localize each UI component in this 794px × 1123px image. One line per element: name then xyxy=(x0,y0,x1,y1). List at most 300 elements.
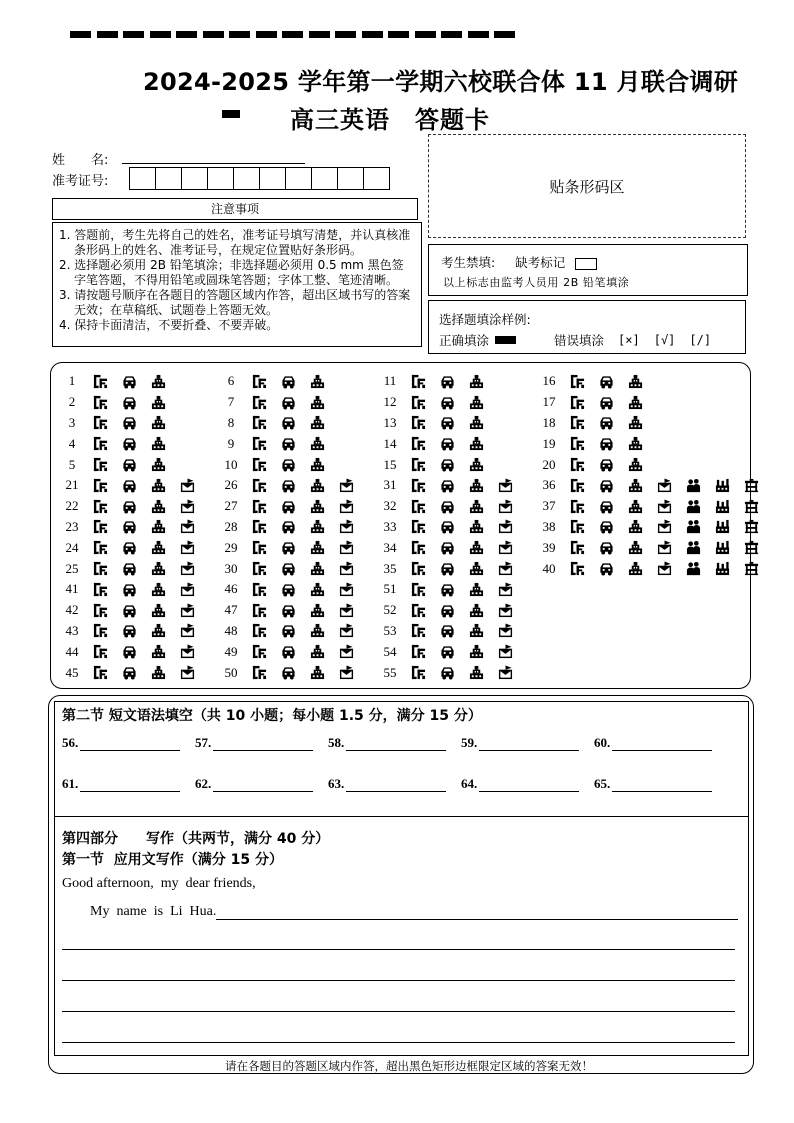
option-d-icon xyxy=(180,499,195,514)
option-b-icon xyxy=(122,436,137,451)
option-group xyxy=(252,436,325,451)
option-c-icon xyxy=(469,582,484,597)
question-number: 51 xyxy=(383,581,397,597)
option-b-icon xyxy=(440,436,455,451)
timing-marks xyxy=(70,31,515,38)
question-number: 9 xyxy=(227,435,235,451)
option-c-icon xyxy=(310,623,325,638)
option-b-icon xyxy=(440,374,455,389)
option-a-icon xyxy=(93,644,108,659)
question-number: 15 xyxy=(383,456,397,472)
option-d-icon xyxy=(339,665,354,680)
option-d-icon xyxy=(180,540,195,555)
blank-number: 63. xyxy=(328,776,345,791)
question-row xyxy=(60,641,219,662)
positioning-mark xyxy=(222,110,240,118)
option-b-icon xyxy=(599,499,614,514)
option-a-icon xyxy=(252,415,267,430)
question-number: 4 xyxy=(68,435,76,451)
option-d-icon xyxy=(180,582,195,597)
option-a-icon xyxy=(411,603,426,618)
blank-60 xyxy=(594,735,727,776)
timing-mark xyxy=(494,31,515,38)
option-a-icon xyxy=(93,415,108,430)
correct-fill-label: 正确填涂 xyxy=(439,333,490,348)
timing-mark xyxy=(335,31,356,38)
option-b-icon xyxy=(281,540,296,555)
option-c-icon xyxy=(151,582,166,597)
option-a-icon xyxy=(570,374,585,389)
option-b-icon xyxy=(122,478,137,493)
wrong-mark-check: [√] xyxy=(653,333,676,347)
question-number: 44 xyxy=(65,643,79,659)
question-number: 40 xyxy=(542,560,556,576)
question-number: 24 xyxy=(65,539,79,555)
question-row xyxy=(219,475,378,496)
question-number: 19 xyxy=(542,435,556,451)
question-block xyxy=(537,475,696,579)
option-c-icon xyxy=(628,415,643,430)
option-d-icon xyxy=(498,644,513,659)
blank-answer-line xyxy=(346,776,446,792)
timing-mark xyxy=(388,31,409,38)
blank-number: 57. xyxy=(195,735,212,750)
exam-id-digit-box xyxy=(181,167,208,190)
option-b-icon xyxy=(281,665,296,680)
option-f-icon xyxy=(715,561,730,576)
question-number: 32 xyxy=(383,498,397,514)
option-group xyxy=(93,644,195,659)
blank-number: 64. xyxy=(461,776,478,791)
question-number: 13 xyxy=(383,414,397,430)
question-number: 47 xyxy=(224,602,238,618)
wrong-fill-label: 错误填涂 xyxy=(554,333,605,348)
option-b-icon xyxy=(440,623,455,638)
option-c-icon xyxy=(151,415,166,430)
question-row xyxy=(60,558,219,579)
question-row xyxy=(378,433,537,454)
option-group xyxy=(93,582,195,597)
option-g-icon xyxy=(744,478,759,493)
option-b-icon xyxy=(440,540,455,555)
question-number: 37 xyxy=(542,498,556,514)
option-group xyxy=(411,623,513,638)
option-a-icon xyxy=(93,436,108,451)
question-row xyxy=(60,433,219,454)
option-g-icon xyxy=(744,540,759,555)
sheet-subtitle: 高三英语 答题卡 xyxy=(290,106,490,134)
question-row xyxy=(378,579,537,600)
question-row xyxy=(378,558,537,579)
option-group xyxy=(252,665,354,680)
choice-grid xyxy=(60,371,696,683)
question-row xyxy=(219,413,378,434)
question-number: 12 xyxy=(383,394,397,410)
question-row xyxy=(378,600,537,621)
option-d-icon xyxy=(498,623,513,638)
question-number: 54 xyxy=(383,643,397,659)
writing-section-title: 第一节 应用文写作（满分 15 分） xyxy=(62,852,283,868)
timing-mark xyxy=(70,31,91,38)
option-c-icon xyxy=(151,395,166,410)
option-b-icon xyxy=(599,457,614,472)
option-group xyxy=(252,415,325,430)
option-b-icon xyxy=(281,436,296,451)
option-d-icon xyxy=(657,540,672,555)
question-row xyxy=(219,517,378,538)
option-b-icon xyxy=(122,499,137,514)
question-row xyxy=(378,371,537,392)
question-block xyxy=(219,371,378,475)
timing-mark xyxy=(256,31,277,38)
option-d-icon xyxy=(339,582,354,597)
option-a-icon xyxy=(411,519,426,534)
option-b-icon xyxy=(122,540,137,555)
question-row xyxy=(378,641,537,662)
writing-line xyxy=(62,950,735,981)
option-group xyxy=(252,478,354,493)
option-b-icon xyxy=(122,374,137,389)
option-c-icon xyxy=(151,499,166,514)
option-b-icon xyxy=(122,603,137,618)
barcode-area xyxy=(428,134,746,238)
question-row xyxy=(60,579,219,600)
question-number: 10 xyxy=(224,456,238,472)
question-row xyxy=(378,413,537,434)
question-number: 30 xyxy=(224,560,238,576)
option-group xyxy=(93,603,195,618)
option-c-icon xyxy=(151,561,166,576)
grammar-fill-blanks xyxy=(62,735,727,817)
option-b-icon xyxy=(281,644,296,659)
timing-mark xyxy=(282,31,303,38)
writing-line xyxy=(216,905,738,920)
question-row xyxy=(378,537,537,558)
option-d-icon xyxy=(498,665,513,680)
option-c-icon xyxy=(310,374,325,389)
option-c-icon xyxy=(628,540,643,555)
option-c-icon xyxy=(469,395,484,410)
option-c-icon xyxy=(151,603,166,618)
option-e-icon xyxy=(686,478,701,493)
exam-id-boxes xyxy=(130,167,390,190)
blank-65 xyxy=(594,776,727,817)
option-group xyxy=(252,644,354,659)
option-c-icon xyxy=(151,644,166,659)
question-number: 43 xyxy=(65,622,79,638)
writing-line xyxy=(62,919,735,950)
blank-number: 60. xyxy=(594,735,611,750)
question-row xyxy=(219,579,378,600)
option-group xyxy=(570,499,759,514)
option-c-icon xyxy=(310,665,325,680)
option-a-icon xyxy=(93,374,108,389)
question-row xyxy=(378,517,537,538)
option-b-icon xyxy=(440,582,455,597)
fill-example-panel xyxy=(428,300,746,354)
exam-id-digit-box xyxy=(311,167,338,190)
question-row xyxy=(60,371,219,392)
option-c-icon xyxy=(469,436,484,451)
question-number: 38 xyxy=(542,518,556,534)
option-b-icon xyxy=(281,499,296,514)
question-number: 3 xyxy=(68,414,76,430)
option-b-icon xyxy=(440,665,455,680)
option-c-icon xyxy=(310,499,325,514)
timing-mark xyxy=(123,31,144,38)
question-row xyxy=(219,662,378,683)
question-row xyxy=(60,454,219,475)
option-d-icon xyxy=(180,478,195,493)
option-d-icon xyxy=(498,561,513,576)
writing-greeting: Good afternoon, my dear friends, xyxy=(62,876,256,891)
option-group xyxy=(252,582,354,597)
blank-answer-line xyxy=(80,735,180,751)
option-d-icon xyxy=(339,561,354,576)
option-b-icon xyxy=(599,519,614,534)
option-a-icon xyxy=(411,499,426,514)
footer-warning: 请在各题目的答题区域内作答，超出黑色矩形边框限定区域的答案无效！ xyxy=(225,1059,593,1073)
option-b-icon xyxy=(281,519,296,534)
option-b-icon xyxy=(122,644,137,659)
option-a-icon xyxy=(252,623,267,638)
option-group xyxy=(93,374,166,389)
option-group xyxy=(252,603,354,618)
question-row xyxy=(537,558,696,579)
question-row xyxy=(537,371,696,392)
option-group xyxy=(252,561,354,576)
question-row xyxy=(60,496,219,517)
question-block xyxy=(378,371,537,475)
question-number: 34 xyxy=(383,539,397,555)
question-block xyxy=(60,371,219,475)
option-b-icon xyxy=(599,540,614,555)
exam-id-digit-box xyxy=(259,167,286,190)
writing-lines xyxy=(62,919,735,1043)
option-a-icon xyxy=(252,603,267,618)
blank-answer-line xyxy=(612,776,712,792)
option-group xyxy=(252,519,354,534)
question-block xyxy=(378,579,537,683)
option-group xyxy=(570,415,643,430)
question-row xyxy=(60,621,219,642)
question-row xyxy=(60,392,219,413)
option-b-icon xyxy=(440,499,455,514)
option-e-icon xyxy=(686,519,701,534)
absent-mark-box xyxy=(575,258,597,270)
option-c-icon xyxy=(628,561,643,576)
option-group xyxy=(411,519,513,534)
exam-id-digit-box xyxy=(207,167,234,190)
option-c-icon xyxy=(469,665,484,680)
option-group xyxy=(570,561,759,576)
option-a-icon xyxy=(252,519,267,534)
option-a-icon xyxy=(93,582,108,597)
option-a-icon xyxy=(411,561,426,576)
option-a-icon xyxy=(411,374,426,389)
option-d-icon xyxy=(657,478,672,493)
question-number: 28 xyxy=(224,518,238,534)
option-c-icon xyxy=(151,478,166,493)
option-a-icon xyxy=(93,623,108,638)
blank-answer-line xyxy=(612,735,712,751)
option-group xyxy=(411,561,513,576)
exam-id-digit-box xyxy=(129,167,156,190)
option-f-icon xyxy=(715,540,730,555)
option-c-icon xyxy=(628,499,643,514)
absent-row xyxy=(441,253,597,271)
question-row xyxy=(537,433,696,454)
exam-id-digit-box xyxy=(285,167,312,190)
option-c-icon xyxy=(310,644,325,659)
option-a-icon xyxy=(252,457,267,472)
option-a-icon xyxy=(252,540,267,555)
option-group xyxy=(93,395,166,410)
wrong-mark-cross: [×] xyxy=(618,333,640,347)
question-row xyxy=(537,475,696,496)
option-c-icon xyxy=(469,603,484,618)
question-number: 17 xyxy=(542,394,556,410)
question-row xyxy=(219,392,378,413)
option-group xyxy=(252,499,354,514)
question-number: 36 xyxy=(542,477,556,493)
question-row xyxy=(60,475,219,496)
question-number: 50 xyxy=(224,664,238,680)
writing-line xyxy=(62,1012,735,1043)
option-group xyxy=(411,457,484,472)
option-b-icon xyxy=(599,395,614,410)
blank-64 xyxy=(461,776,594,817)
timing-mark xyxy=(362,31,383,38)
blank-61 xyxy=(62,776,195,817)
option-d-icon xyxy=(180,603,195,618)
option-b-icon xyxy=(281,478,296,493)
option-d-icon xyxy=(498,540,513,555)
option-f-icon xyxy=(715,478,730,493)
option-group xyxy=(93,478,195,493)
blank-answer-line xyxy=(213,735,313,751)
option-group xyxy=(93,436,166,451)
option-c-icon xyxy=(469,415,484,430)
blank-answer-line xyxy=(479,776,579,792)
option-b-icon xyxy=(122,395,137,410)
timing-mark xyxy=(441,31,462,38)
option-d-icon xyxy=(657,561,672,576)
name-field-line xyxy=(122,149,305,164)
option-a-icon xyxy=(570,395,585,410)
option-b-icon xyxy=(122,457,137,472)
option-d-icon xyxy=(339,644,354,659)
option-c-icon xyxy=(310,415,325,430)
blank-62 xyxy=(195,776,328,817)
question-row xyxy=(537,496,696,517)
fill-example-row xyxy=(439,331,711,349)
option-c-icon xyxy=(151,457,166,472)
timing-mark xyxy=(229,31,250,38)
question-block xyxy=(60,475,219,579)
question-row xyxy=(219,496,378,517)
option-d-icon xyxy=(339,478,354,493)
notice-title: 注意事项 xyxy=(52,198,418,220)
option-c-icon xyxy=(469,374,484,389)
option-group xyxy=(93,499,195,514)
option-group xyxy=(411,665,513,680)
option-group xyxy=(570,395,643,410)
question-row xyxy=(219,621,378,642)
option-c-icon xyxy=(310,395,325,410)
question-row xyxy=(378,475,537,496)
option-group xyxy=(93,623,195,638)
option-a-icon xyxy=(252,374,267,389)
absent-label: 考生禁填: xyxy=(441,255,496,270)
option-a-icon xyxy=(411,415,426,430)
question-number: 46 xyxy=(224,581,238,597)
option-a-icon xyxy=(93,540,108,555)
question-row xyxy=(378,454,537,475)
option-a-icon xyxy=(570,415,585,430)
timing-mark xyxy=(150,31,171,38)
question-row xyxy=(378,496,537,517)
absent-mark-label: 缺考标记 xyxy=(515,255,566,270)
option-b-icon xyxy=(281,603,296,618)
option-g-icon xyxy=(744,561,759,576)
option-c-icon xyxy=(628,374,643,389)
question-number: 5 xyxy=(68,456,76,472)
option-f-icon xyxy=(715,499,730,514)
option-c-icon xyxy=(469,623,484,638)
question-row xyxy=(60,600,219,621)
question-number: 39 xyxy=(542,539,556,555)
timing-mark xyxy=(97,31,118,38)
question-number: 1 xyxy=(68,373,76,389)
option-e-icon xyxy=(686,540,701,555)
option-d-icon xyxy=(498,582,513,597)
blank-57 xyxy=(195,735,328,776)
question-block xyxy=(537,371,696,475)
correct-fill-mark xyxy=(495,336,516,344)
writing-intro-line xyxy=(90,904,738,920)
option-c-icon xyxy=(469,561,484,576)
option-b-icon xyxy=(122,582,137,597)
option-group xyxy=(411,436,484,451)
blank-56 xyxy=(62,735,195,776)
option-a-icon xyxy=(252,561,267,576)
question-row xyxy=(378,662,537,683)
option-c-icon xyxy=(310,603,325,618)
option-d-icon xyxy=(339,603,354,618)
option-group xyxy=(93,561,195,576)
option-b-icon xyxy=(599,415,614,430)
option-a-icon xyxy=(252,395,267,410)
question-row xyxy=(219,641,378,662)
question-row xyxy=(537,413,696,434)
option-group xyxy=(252,540,354,555)
option-b-icon xyxy=(599,561,614,576)
option-group xyxy=(411,603,513,618)
question-number: 35 xyxy=(383,560,397,576)
option-a-icon xyxy=(411,623,426,638)
option-d-icon xyxy=(657,519,672,534)
option-b-icon xyxy=(440,644,455,659)
option-a-icon xyxy=(93,457,108,472)
option-g-icon xyxy=(744,499,759,514)
option-a-icon xyxy=(93,561,108,576)
notice-list xyxy=(52,222,422,347)
option-a-icon xyxy=(411,436,426,451)
option-d-icon xyxy=(657,499,672,514)
question-row xyxy=(219,454,378,475)
question-number: 16 xyxy=(542,373,556,389)
